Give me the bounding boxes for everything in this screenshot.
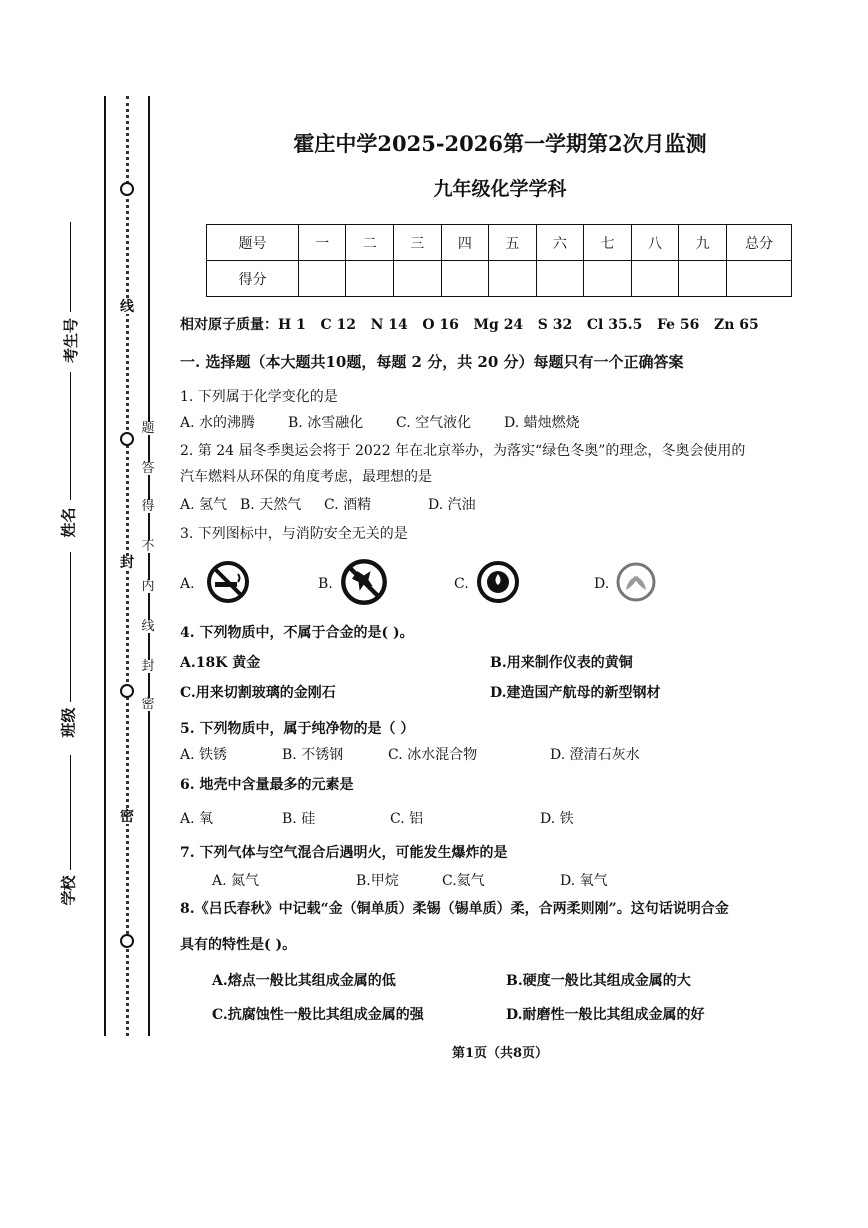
question-6-stem: 6. 地壳中含量最多的元素是 xyxy=(180,777,354,793)
water-saving-icon xyxy=(476,560,520,604)
score-cell: 三 xyxy=(394,225,442,261)
q5-option-c[interactable]: C. 冰水混合物 xyxy=(388,747,478,763)
score-input-cell[interactable] xyxy=(727,261,792,297)
score-cell: 八 xyxy=(631,225,679,261)
warning-char: 得 xyxy=(139,500,157,513)
q4-option-a[interactable]: A.18K 黄金 xyxy=(180,655,261,671)
recycle-leaf-icon xyxy=(614,560,658,604)
score-table-header-row xyxy=(207,225,792,261)
atomic-mass-line xyxy=(180,314,759,334)
score-cell: 四 xyxy=(441,225,489,261)
score-cell: 九 xyxy=(679,225,727,261)
score-input-cell[interactable] xyxy=(679,261,727,297)
warning-char: 题 xyxy=(139,422,157,435)
margin-circle xyxy=(120,684,134,698)
no-smoking-icon xyxy=(206,560,250,604)
question-7-stem: 7. 下列气体与空气混合后遇明火，可能发生爆炸的是 xyxy=(180,845,508,861)
warning-char: 封 xyxy=(139,660,157,673)
q4-option-c[interactable]: C.用来切割玻璃的金刚石 xyxy=(180,685,336,701)
warning-char: 不 xyxy=(139,540,157,553)
margin-circle xyxy=(120,934,134,948)
warning-char: 密 xyxy=(139,698,157,711)
q2-option-b[interactable]: B. 天然气 xyxy=(240,497,302,513)
class-blank[interactable] xyxy=(70,552,71,702)
q5-option-b[interactable]: B. 不锈钢 xyxy=(282,747,344,763)
score-input-cell[interactable] xyxy=(536,261,584,297)
q4-option-d[interactable]: D.建造国产航母的新型钢材 xyxy=(490,685,661,701)
score-input-cell[interactable] xyxy=(441,261,489,297)
school-blank[interactable] xyxy=(70,755,71,870)
q5-option-d[interactable]: D. 澄清石灰水 xyxy=(550,747,640,763)
section-heading: 一. 选择题（本大题共10题，每题 2 分，共 20 分）每题只有一个正确答案 xyxy=(180,353,684,371)
question-8-stem-line2: 具有的特性是( )。 xyxy=(180,937,297,953)
q2-option-d[interactable]: D. 汽油 xyxy=(428,497,476,513)
q6-option-c[interactable]: C. 铝 xyxy=(390,811,424,827)
score-cell: 二 xyxy=(346,225,394,261)
seal-char: 封 xyxy=(120,555,134,571)
score-input-cell[interactable] xyxy=(631,261,679,297)
score-input-cell[interactable] xyxy=(394,261,442,297)
question-3-stem: 3. 下列图标中，与消防安全无关的是 xyxy=(180,526,408,542)
margin-line-inner xyxy=(148,96,150,1036)
question-5-stem: 5. 下列物质中，属于纯净物的是（ ） xyxy=(180,721,415,737)
margin-circle xyxy=(120,432,134,446)
atomic-mass-label: 相对原子质量： xyxy=(180,317,278,333)
q7-option-d[interactable]: D. 氧气 xyxy=(560,873,608,889)
q2-option-a[interactable]: A. 氢气 xyxy=(180,497,228,513)
q3-option-c[interactable]: C. xyxy=(454,576,469,592)
score-cell: 题号 xyxy=(207,225,299,261)
q1-option-d[interactable]: D. 蜡烛燃烧 xyxy=(504,415,580,431)
question-4-stem: 4. 下列物质中，不属于合金的是( )。 xyxy=(180,625,414,641)
score-input-cell[interactable] xyxy=(489,261,537,297)
score-cell: 六 xyxy=(536,225,584,261)
margin-line-outer xyxy=(104,96,106,1036)
q6-option-b[interactable]: B. 硅 xyxy=(282,811,316,827)
q4-option-b[interactable]: B.用来制作仪表的黄铜 xyxy=(490,655,633,671)
score-cell: 五 xyxy=(489,225,537,261)
score-input-cell[interactable] xyxy=(584,261,632,297)
warning-char: 线 xyxy=(139,620,157,633)
question-2-stem-line2: 汽车燃料从环保的角度考虑，最理想的是 xyxy=(180,469,432,485)
q3-option-a[interactable]: A. xyxy=(180,576,195,592)
q3-option-d[interactable]: D. xyxy=(594,576,610,592)
q8-option-a[interactable]: A.熔点一般比其组成金属的低 xyxy=(212,973,396,989)
margin-circle xyxy=(120,182,134,196)
q8-option-b[interactable]: B.硬度一般比其组成金属的大 xyxy=(506,973,691,989)
score-table-score-row xyxy=(207,261,792,297)
atomic-mass-values: H 1 C 12 N 14 O 16 Mg 24 S 32 Cl 35.5 Fe 56 Zn 65 xyxy=(278,317,759,333)
score-row-label: 得分 xyxy=(207,261,299,297)
q6-option-a[interactable]: A. 氧 xyxy=(180,811,214,827)
page-footer: 第1页（共8页） xyxy=(451,1046,549,1061)
q5-option-a[interactable]: A. 铁锈 xyxy=(180,747,228,763)
name-blank[interactable] xyxy=(70,372,71,500)
q1-option-c[interactable]: C. 空气液化 xyxy=(396,415,472,431)
warning-char: 内 xyxy=(139,580,157,593)
question-2-stem-line1: 2. 第 24 届冬季奥运会将于 2022 年在北京举办，为落实“绿色冬奥”的理念，冬奥会使用的 xyxy=(180,443,746,459)
score-input-cell[interactable] xyxy=(298,261,346,297)
school-label: 学校 xyxy=(59,875,78,906)
q6-option-d[interactable]: D. 铁 xyxy=(540,811,574,827)
q8-option-d[interactable]: D.耐磨性一般比其组成金属的好 xyxy=(506,1007,705,1023)
exam-no-blank[interactable] xyxy=(70,222,71,312)
page-title: 霍庄中学2025-2026第一学期第2次月监测 xyxy=(293,131,707,156)
q7-option-c[interactable]: C.氦气 xyxy=(442,873,485,889)
q1-option-b[interactable]: B. 冰雪融化 xyxy=(288,415,364,431)
q1-option-a[interactable]: A. 水的沸腾 xyxy=(180,415,256,431)
no-fireworks-icon xyxy=(340,558,388,606)
q2-option-c[interactable]: C. 酒精 xyxy=(324,497,372,513)
question-1-stem: 1. 下列属于化学变化的是 xyxy=(180,389,338,405)
q8-option-c[interactable]: C.抗腐蚀性一般比其组成金属的强 xyxy=(212,1007,424,1023)
seal-char: 密 xyxy=(120,809,134,825)
name-label: 姓名 xyxy=(59,507,78,538)
q3-option-b[interactable]: B. xyxy=(318,576,333,592)
score-table xyxy=(206,224,792,297)
class-label: 班级 xyxy=(59,707,78,738)
question-8-stem-line1: 8.《吕氏春秋》中记载“金（铜单质）柔锡（锡单质）柔，合两柔则刚”。这句话说明合金 xyxy=(180,901,729,917)
q7-option-a[interactable]: A. 氮气 xyxy=(212,873,260,889)
score-cell: 总分 xyxy=(727,225,792,261)
score-input-cell[interactable] xyxy=(346,261,394,297)
score-cell: 一 xyxy=(298,225,346,261)
warning-char: 答 xyxy=(139,462,157,475)
score-cell: 七 xyxy=(584,225,632,261)
exam-no-label: 考生号 xyxy=(62,317,81,364)
page-subtitle: 九年级化学学科 xyxy=(433,178,567,200)
seal-char: 线 xyxy=(120,299,134,315)
q7-option-b[interactable]: B.甲烷 xyxy=(356,873,399,889)
